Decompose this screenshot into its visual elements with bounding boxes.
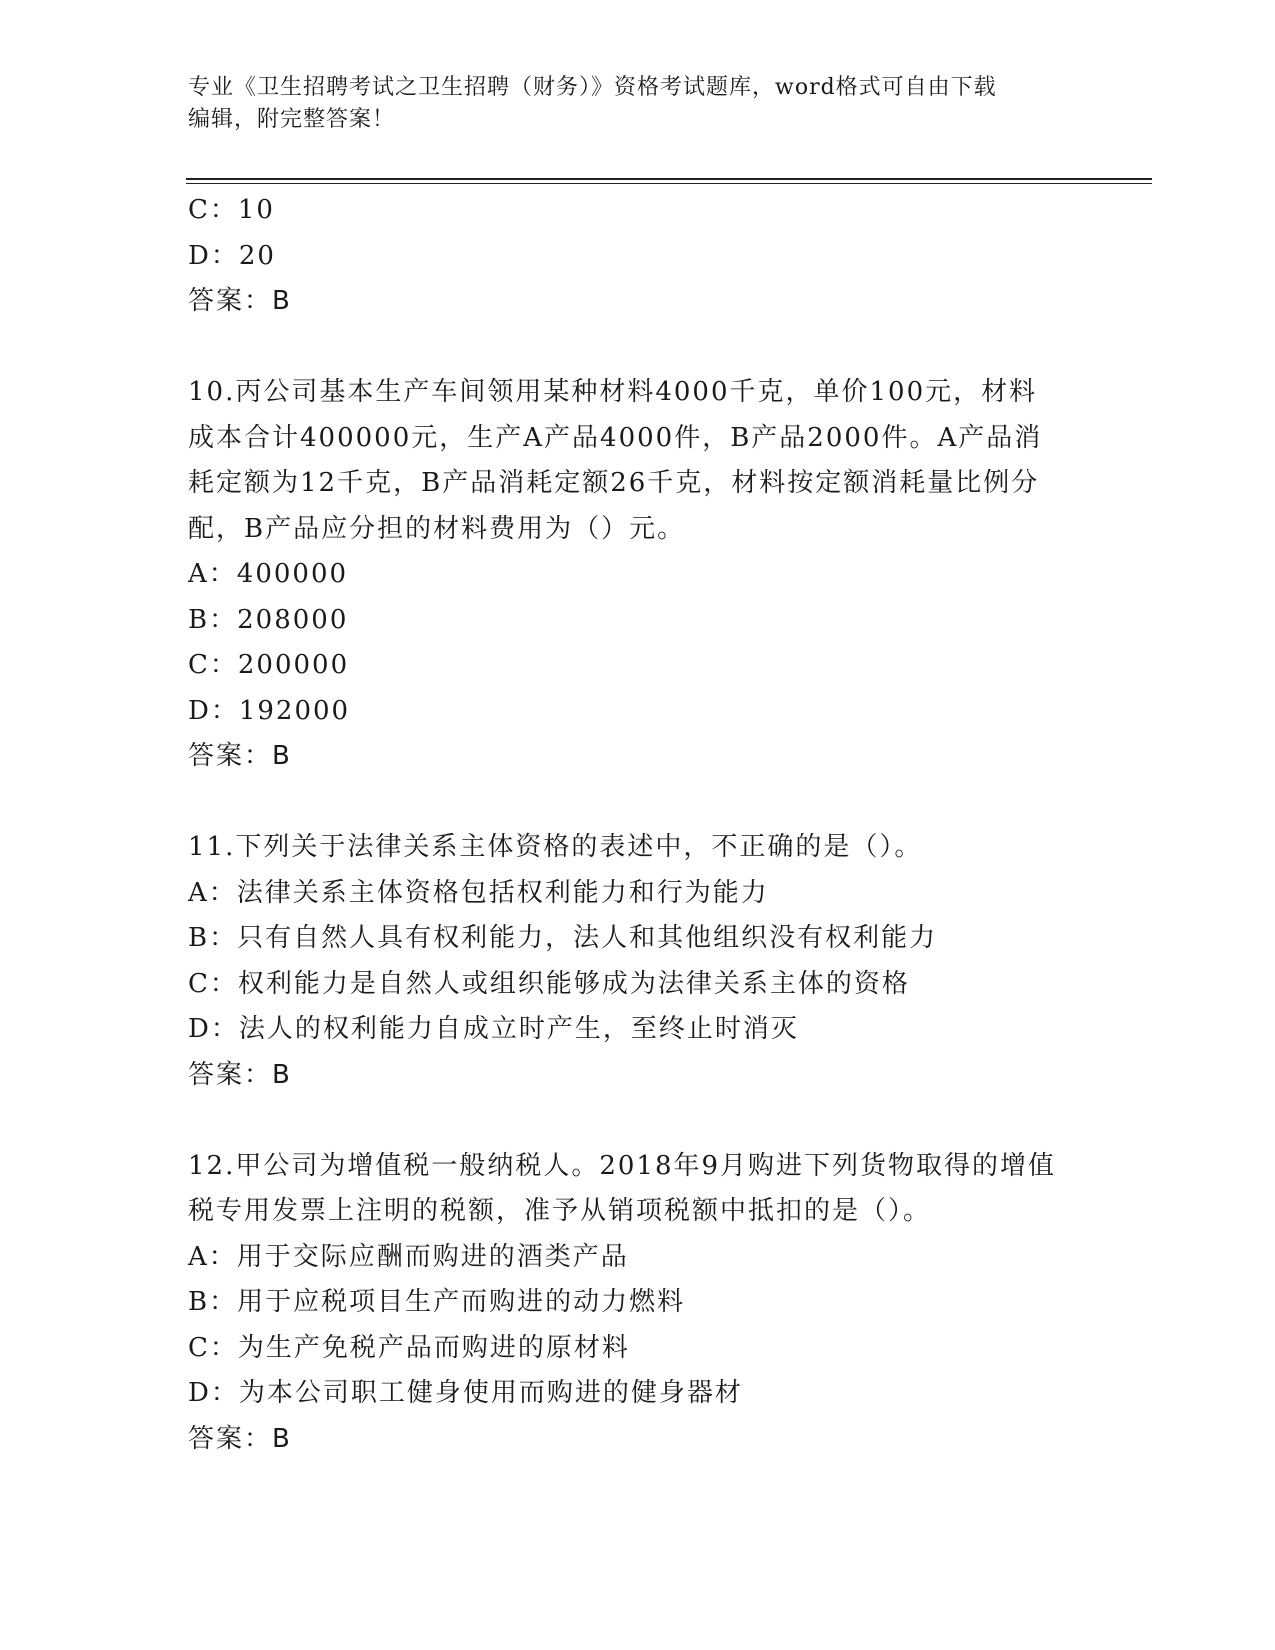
option-d: D：为本公司职工健身使用而购进的健身器材 bbox=[188, 1378, 743, 1408]
header-line-1: 专业《卫生招聘考试之卫生招聘（财务）》资格考试题库，word格式可自由下载 bbox=[188, 75, 997, 100]
answer-line: 答案：B bbox=[188, 1059, 292, 1090]
answer-line: 答案：B bbox=[188, 286, 292, 316]
option-d: D：192000 bbox=[188, 695, 351, 726]
option-b: B：208000 bbox=[188, 604, 349, 635]
answer-line: 答案：B bbox=[188, 741, 292, 771]
question-stem-line: 税专用发票上注明的税额，准予从销项税额中抵扣的是（）。 bbox=[188, 1196, 932, 1226]
question-stem-line: 成本合计400000元，生产A产品4000件，B产品2000件。A产品消 bbox=[188, 422, 1043, 453]
spacer bbox=[188, 780, 1088, 826]
question-stem-line: 配，B产品应分担的材料费用为（）元。 bbox=[188, 513, 686, 544]
header-divider-thin bbox=[186, 183, 1152, 184]
option-c: C：200000 bbox=[188, 650, 350, 680]
answer-line: 答案：B bbox=[188, 1423, 292, 1454]
option-a: A：400000 bbox=[188, 559, 349, 589]
option-c: C：为生产免税产品而购进的原材料 bbox=[188, 1332, 630, 1363]
option-a: A：用于交际应酬而购进的酒类产品 bbox=[188, 1241, 629, 1272]
option-c: C：权利能力是自然人或组织能够成为法律关系主体的资格 bbox=[188, 968, 910, 999]
spacer bbox=[188, 325, 1088, 371]
spacer bbox=[188, 1098, 1088, 1144]
question-list bbox=[188, 188, 1088, 1462]
question-stem-line: 耗定额为12千克，B产品消耗定额26千克，材料按定额消耗量比例分 bbox=[188, 468, 1040, 498]
question-stem-line: 10.丙公司基本生产车间领用某种材料4000千克，单价100元，材料 bbox=[188, 377, 1038, 407]
option-d: D：法人的权利能力自成立时产生，至终止时消灭 bbox=[188, 1014, 799, 1044]
option-b: B：用于应税项目生产而购进的动力燃料 bbox=[188, 1287, 686, 1317]
question-stem-line: 12.甲公司为增值税一般纳税人。2018年9月购进下列货物取得的增值 bbox=[188, 1150, 1057, 1181]
option-c: C：10 bbox=[188, 195, 275, 225]
option-a: A：法律关系主体资格包括权利能力和行为能力 bbox=[188, 877, 769, 908]
header-line-2: 编辑，附完整答案！ bbox=[188, 107, 396, 132]
question-stem-line: 11.下列关于法律关系主体资格的表述中，不正确的是（）。 bbox=[188, 832, 923, 862]
header-divider-thick bbox=[186, 178, 1152, 180]
option-b: B：只有自然人具有权利能力，法人和其他组织没有权利能力 bbox=[188, 923, 938, 953]
option-d: D：20 bbox=[188, 240, 276, 271]
page-header bbox=[188, 72, 1088, 136]
